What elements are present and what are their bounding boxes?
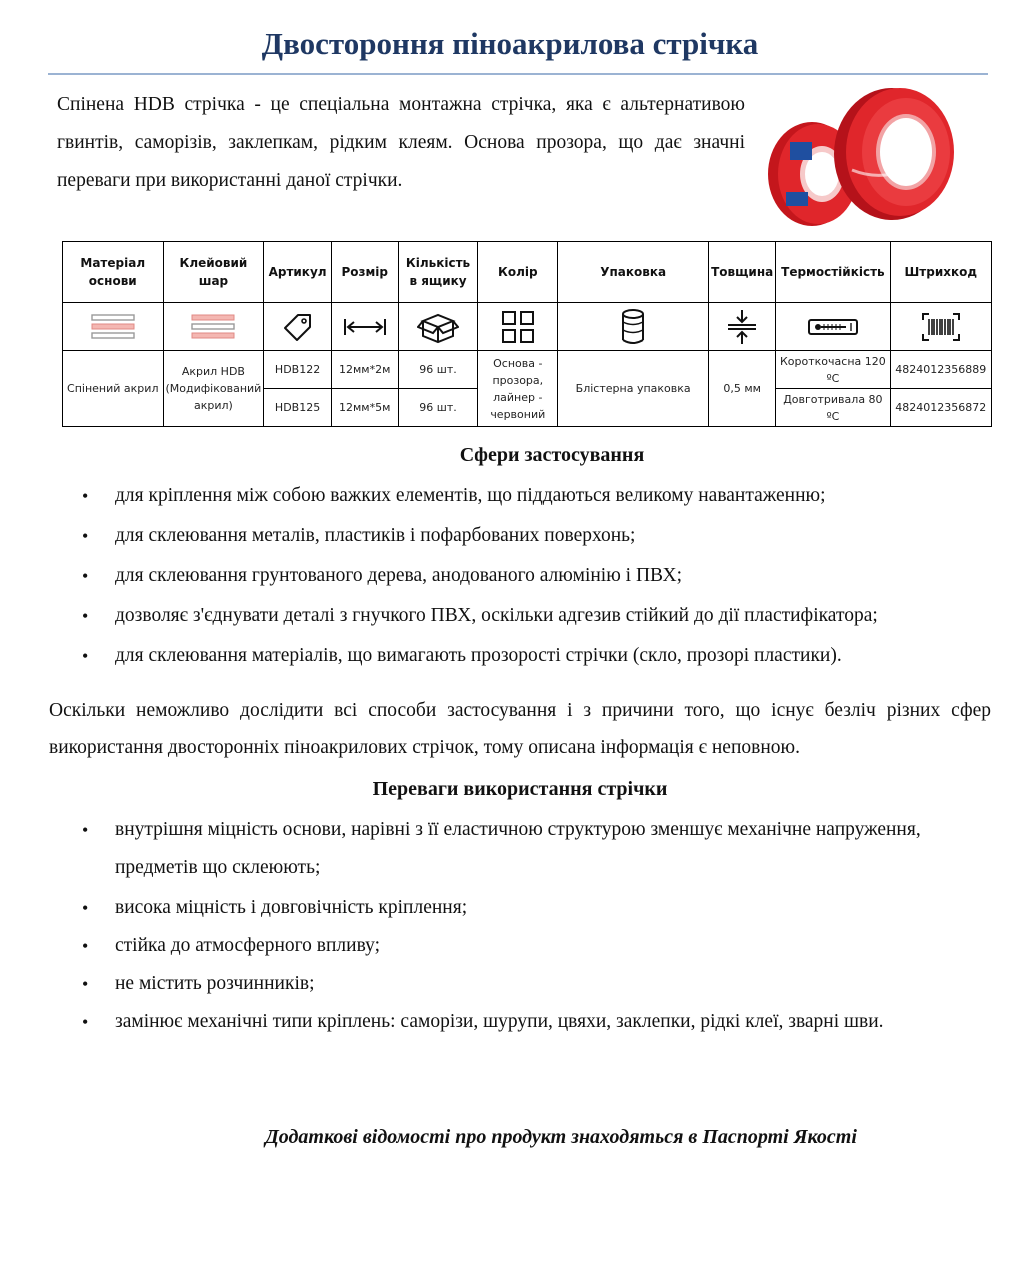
cell-barcode: 4824012356872	[890, 389, 991, 427]
list-item: • стійка до атмосферного впливу;	[82, 927, 922, 965]
header-article: Артикул	[264, 242, 331, 303]
spec-table	[62, 241, 992, 427]
cell-heat-short: Короткочасна 120 ºС	[776, 351, 890, 389]
title-divider	[48, 73, 988, 75]
header-heat: Термостійкість	[776, 242, 890, 303]
list-item: • замінює механічні типи кріплень: саморізи, шурупи, цвяхи, заклепки, рідкі клеї, зварні шви.	[82, 1003, 1032, 1041]
cell-article: HDB122	[264, 351, 331, 389]
tape-rolls-image	[760, 82, 960, 242]
intro-paragraph: Спінена HDB стрічка - це спеціальна монтажна стрічка, яка є альтернативою гвинтів, саморізів, заклепкам, рідким клеям. Основа прозора, що дає значні переваги при використанні даної стрічки.	[57, 94, 745, 191]
cell-packaging: Блістерна упаковка	[558, 351, 709, 427]
open-box-icon	[401, 309, 476, 345]
list-item: • внутрішня міцність основи, нарівні з її еластичною структурою зменшує механічне напруження, предметів що склеюють;	[82, 811, 922, 887]
cell-base-material: Спінений акрил	[63, 351, 164, 427]
layers-red-icon	[65, 312, 161, 342]
header-thickness: Товщина	[709, 242, 776, 303]
list-item: • висока міцність і довговічність кріплення;	[82, 889, 1032, 927]
header-packaging: Упаковка	[558, 242, 709, 303]
layers-red-icon	[166, 312, 262, 342]
cell-article: HDB125	[264, 389, 331, 427]
header-base-material: Матеріал основи	[63, 242, 164, 303]
page-title: Двостороння піноакрилова стрічка	[261, 26, 759, 61]
cell-color: Основа - прозора, лайнер - червоний	[478, 351, 558, 427]
cell-adhesive: Акрил HDB (Модифікований акрил)	[163, 351, 264, 427]
cell-heat-long: Довготривала 80 ºС	[776, 389, 890, 427]
header-qty: Кількість в ящику	[398, 242, 478, 303]
header-adhesive: Клейовий шар	[163, 242, 264, 303]
cell-barcode: 4824012356889	[890, 351, 991, 389]
applications-list	[82, 476, 1002, 676]
advantages-title: Переваги використання стрічки	[372, 778, 668, 800]
list-item: • дозволяє з'єднувати деталі з гнучкого ПВХ, оскільки адгезив стійкий до дії пластифікатора;	[82, 596, 1002, 636]
list-item: • для склеювання грунтованого дерева, анодованого алюмінію і ПВХ;	[82, 556, 1002, 596]
width-arrows-icon	[334, 316, 396, 338]
roll-package-icon	[560, 308, 706, 346]
thermometer-icon	[778, 317, 887, 337]
header-color: Колір	[478, 242, 558, 303]
list-item: • для кріплення між собою важких елементів, що піддаються великому навантаженню;	[82, 476, 1002, 516]
cell-size: 12мм*5м	[331, 389, 398, 427]
header-size: Розмір	[331, 242, 398, 303]
list-item: • для склеювання металів, пластиків і пофарбованих поверхонь;	[82, 516, 1002, 556]
thickness-compress-icon	[711, 308, 773, 346]
cell-qty: 96 шт.	[398, 389, 478, 427]
price-tag-icon	[266, 312, 328, 342]
footer-note: Додаткові відомості про продукт знаходяться в Паспорті Якості	[265, 1126, 857, 1148]
applications-title: Сфери застосування	[459, 444, 645, 466]
list-item: • не містить розчинників;	[82, 965, 922, 1003]
cell-thickness: 0,5 мм	[709, 351, 776, 427]
cell-qty: 96 шт.	[398, 351, 478, 389]
cell-size: 12мм*2м	[331, 351, 398, 389]
list-item: • для склеювання матеріалів, що вимагають прозорості стрічки (скло, прозорі пластики).	[82, 636, 1002, 676]
grid-squares-icon	[480, 310, 555, 344]
barcode-icon	[893, 312, 989, 342]
advantages-list	[82, 811, 922, 1041]
note-paragraph: Оскільки неможливо дослідити всі способи застосування і з причини того, що існує безліч різних сфер використання двосторонніх піноакрилових стрічок, тому описана інформація є неповною.	[49, 700, 991, 758]
header-barcode: Штрихкод	[890, 242, 991, 303]
